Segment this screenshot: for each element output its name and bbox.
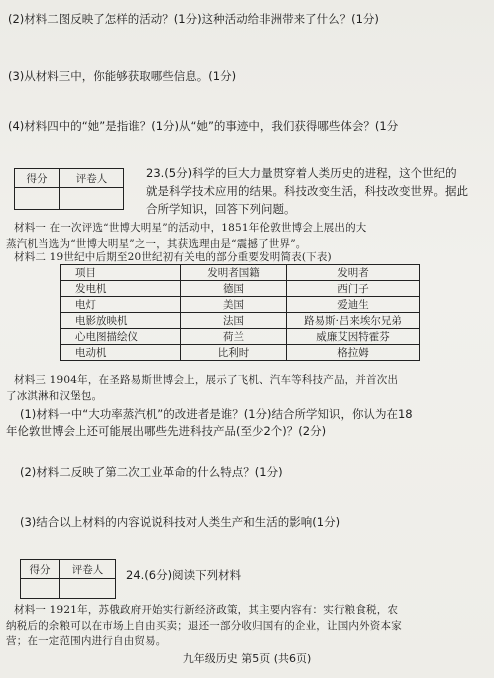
table-header-row	[61, 265, 420, 281]
q22-sub4: (4)材料四中的“她”是指谁？(1分)从“她”的事迹中，我们获得哪些体会？(1分	[8, 119, 399, 133]
table-row	[61, 345, 420, 361]
q23-sub1-line2: 年伦敦世博会上还可能展出哪些先进科技产品(至少2个)？(2分)	[6, 424, 327, 438]
score-box-q24	[20, 559, 116, 599]
table-cell: 比利时	[181, 345, 287, 361]
table-header: 发明者	[287, 265, 420, 281]
table-cell: 心电图描绘仪	[61, 329, 181, 345]
q23-material3-line1: 材料三 1904年，在圣路易斯世博会上，展示了飞机、汽车等科技产品，并首次出	[14, 374, 399, 386]
table-cell: 德国	[181, 281, 287, 297]
table-cell: 路易斯·吕来埃尔兄弟	[287, 313, 420, 329]
q23-material1-line2: 蒸汽机当选为“世博大明星”之一，其获选理由是“震撼了世界”。	[6, 238, 307, 250]
table-cell: 爱迪生	[287, 297, 420, 313]
table-cell: 法国	[181, 313, 287, 329]
q22-sub3: (3)从材料三中，你能够获取哪些信息。(1分)	[8, 69, 237, 83]
grader-label: 评卷人	[60, 560, 116, 579]
table-header: 项目	[61, 265, 181, 281]
q23-sub2: (2)材料二反映了第二次工业革命的什么特点？(1分)	[20, 465, 283, 479]
q23-intro-3: 合所学知识，回答下列问题。	[146, 202, 296, 216]
table-cell: 格拉姆	[287, 345, 420, 361]
table-row	[61, 297, 420, 313]
grader-cell[interactable]	[60, 579, 116, 599]
page-footer: 九年级历史 第5页 (共6页)	[182, 652, 312, 665]
score-box-q23	[14, 168, 124, 210]
q23-material1-line1: 材料一 在一次评选“世博大明星”的活动中，1851年伦敦世博会上展出的大	[14, 222, 367, 234]
q24-material1-line2: 纳税后的余粮可以在市场上自由买卖；退还一部分收归国有的企业，让国内外资本家	[6, 620, 402, 632]
score-label: 得分	[21, 560, 60, 579]
score-cell[interactable]	[21, 579, 60, 599]
table-cell: 西门子	[287, 281, 420, 297]
table-row	[61, 329, 420, 345]
q23-sub3: (3)结合以上材料的内容说说科技对人类生产和生活的影响(1分)	[20, 515, 341, 529]
q24-material1-line3: 营；在一定范围内进行自由贸易。	[6, 635, 167, 647]
q23-intro-1: 23.(5分)科学的巨大力量贯穿着人类历史的进程，这个世纪的	[146, 166, 457, 180]
table-row	[61, 313, 420, 329]
table-row	[61, 281, 420, 297]
score-label: 得分	[15, 169, 60, 188]
table-cell: 电影放映机	[61, 313, 181, 329]
table-cell: 美国	[181, 297, 287, 313]
score-cell[interactable]	[15, 188, 60, 210]
q24-intro: 24.(6分)阅读下列材料	[126, 568, 242, 582]
q23-sub1-line1: (1)材料一中“大功率蒸汽机”的改进者是谁？(1分)结合所学知识，你认为在18	[20, 407, 413, 421]
table-header: 发明者国籍	[181, 265, 287, 281]
table-cell: 发电机	[61, 281, 181, 297]
q23-material2-title: 材料二 19世纪中后期至20世纪初有关电的部分重要发明简表(下表)	[14, 251, 332, 263]
q24-material1-line1: 材料一 1921年，苏俄政府开始实行新经济政策，其主要内容有：实行粮食税，农	[14, 604, 399, 616]
table-cell: 荷兰	[181, 329, 287, 345]
grader-cell[interactable]	[60, 188, 124, 210]
table-cell: 电动机	[61, 345, 181, 361]
q22-sub2: (2)材料二图反映了怎样的活动？(1分)这种活动给非洲带来了什么？(1分)	[8, 12, 379, 26]
q23-intro-2: 就是科学技术应用的结果。科技改变生活，科技改变世界。据此	[146, 184, 468, 198]
invention-table	[60, 264, 420, 361]
table-cell: 威廉艾因特霍芬	[287, 329, 420, 345]
table-cell: 电灯	[61, 297, 181, 313]
q23-material3-line2: 了冰淇淋和汉堡包。	[6, 390, 103, 402]
grader-label: 评卷人	[60, 169, 124, 188]
